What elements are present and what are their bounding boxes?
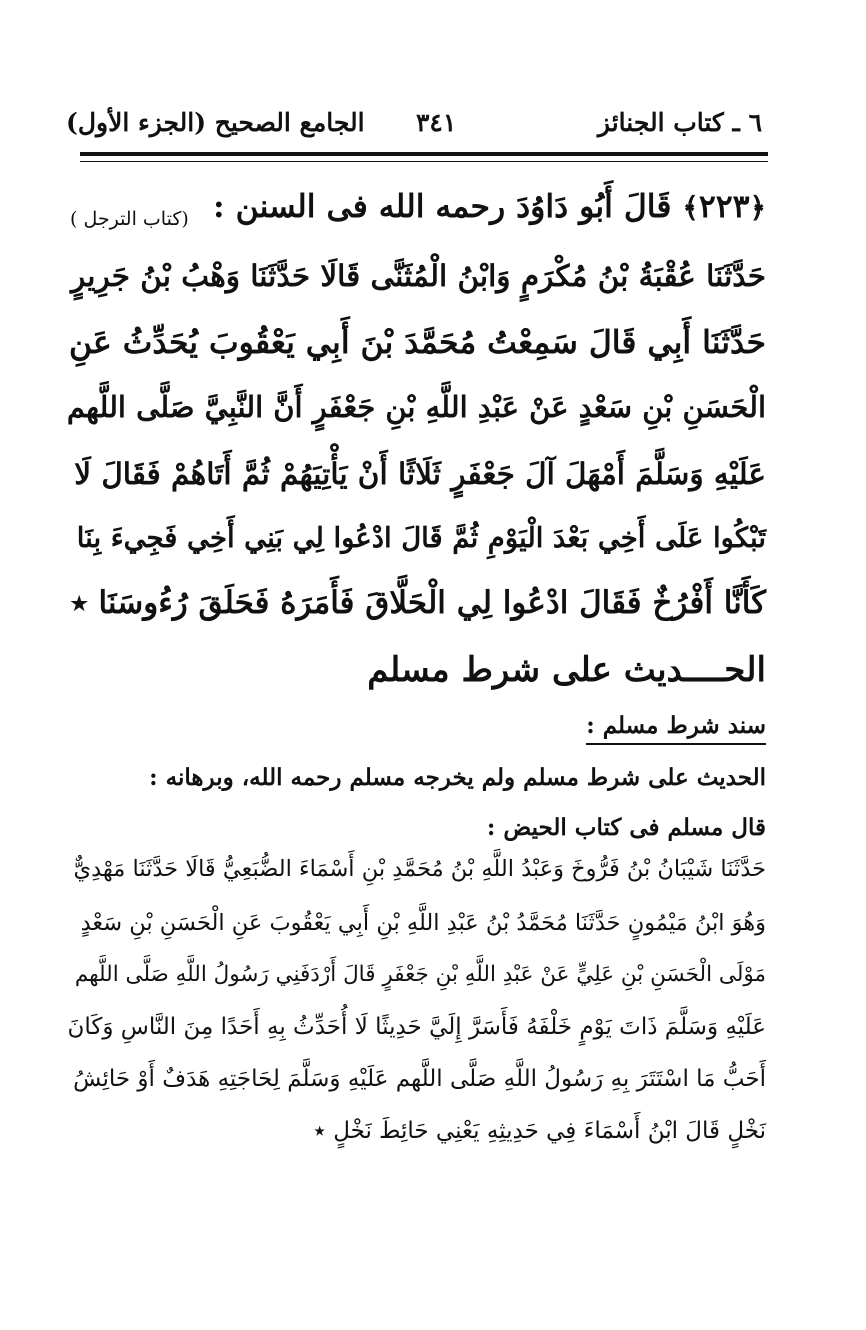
hadith-number: ٢٢٣ [698,188,750,225]
hadith-intro: قَالَ أَبُو دَاوُدَ رحمه الله فى السنن : [213,188,672,225]
chapter-title: ٦ ـ كتاب الجنائز [597,108,762,137]
hadith-grade: الحــــديث على شرط مسلم [367,650,766,690]
hadith-line: حَدَّثَنَا عُقْبَةُ بْنُ مُكْرَمٍ وَابْنُ الْمُثَنَّى قَالَا حَدَّثَنَا وَهْبُ بْنُ جَرِيرٍ [71,258,766,293]
hadith-line: كَأَنَّا أَفْرُخٌ فَقَالَ ادْعُوا لِي الْحَلَّاقَ فَأَمَرَهُ فَحَلَقَ رُءُوسَنَا ٭ [70,585,766,621]
header-rule-thick [80,152,768,156]
isnad-line: عَلَيْهِ وَسَلَّمَ ذَاتَ يَوْمٍ خَلْفَهُ فَأَسَرَّ إِلَيَّ حَدِيثًا لَا أُحَدِّثُ بِهِ أَحَدًا مِنَ النَّاسِ وَكَانَ [67,1014,766,1040]
isnad-line: أَحَبُّ مَا اسْتَتَرَ بِهِ رَسُولُ اللَّهِ صَلَّى اللَّهم عَلَيْهِ وَسَلَّمَ لِحَاجَتِهِ هَدَفٌ أَوْ حَائِشُ [73,1066,766,1092]
isnad-line: نَخْلٍ قَالَ ابْنُ أَسْمَاءَ فِي حَدِيثِهِ يَعْنِي حَائِطَ نَخْلٍ ٭ [313,1118,766,1144]
book-reference: (كتاب الترجل ) [70,208,189,230]
isnad-line: حَدَّثَنَا شَيْبَانُ بْنُ فَرُّوخَ وَعَبْدُ اللَّهِ بْنُ مُحَمَّدِ بْنِ أَسْمَاءَ الضُّبَعِيُّ قَالَا حَدَّثَنَا مَهْدِيٌّ [73,856,766,882]
hadith-line: تَبْكُوا عَلَى أَخِي بَعْدَ الْيَوْمِ ثُمَّ قَالَ ادْعُوا لِي بَنِي أَخِي فَجِيءَ بِنَا [76,522,766,554]
section-heading: سند شرط مسلم : [586,712,766,745]
hadith-heading [213,188,766,225]
page-number: ٣٤١ [416,108,457,137]
book-title: الجامع الصحيح (الجزء الأول) [66,108,365,137]
hadith-line: الْحَسَنِ بْنِ سَعْدٍ عَنْ عَبْدِ اللَّهِ بْنِ جَعْفَرٍ أَنَّ النَّبِيَّ صَلَّى اللَّهم [66,390,766,424]
isnad-line: مَوْلَى الْحَسَنِ بْنِ عَلِيٍّ عَنْ عَبْدِ اللَّهِ بْنِ جَعْفَرٍ قَالَ أَرْدَفَنِي رَسُولُ اللَّهِ صَلَّى اللَّهم [74,962,766,987]
hadith-line: حَدَّثَنَا أَبِي قَالَ سَمِعْتُ مُحَمَّدَ بْنَ أَبِي يَعْقُوبَ يُحَدِّثُ عَنِ [69,324,766,361]
ornament-right-icon: ﴿ [749,191,766,224]
ornament-left-icon: ﴾ [682,191,699,224]
section-source: قال مسلم فى كتاب الحيض : [486,814,766,841]
running-header [60,100,766,150]
isnad-line: وَهُوَ ابْنُ مَيْمُونٍ حَدَّثَنَا مُحَمَّدُ بْنُ عَبْدِ اللَّهِ بْنِ أَبِي يَعْقُوبَ عَنِ الْحَسَنِ بْنِ سَعْدٍ [80,910,766,936]
section-note: الحديث على شرط مسلم ولم يخرجه مسلم رحمه الله، وبرهانه : [149,764,766,791]
header-rule-thin [80,161,768,162]
hadith-line: عَلَيْهِ وَسَلَّمَ أَمْهَلَ آلَ جَعْفَرٍ ثَلَاثًا أَنْ يَأْتِيَهُمْ ثُمَّ أَتَاهُمْ فَقَالَ لَا [74,456,766,491]
